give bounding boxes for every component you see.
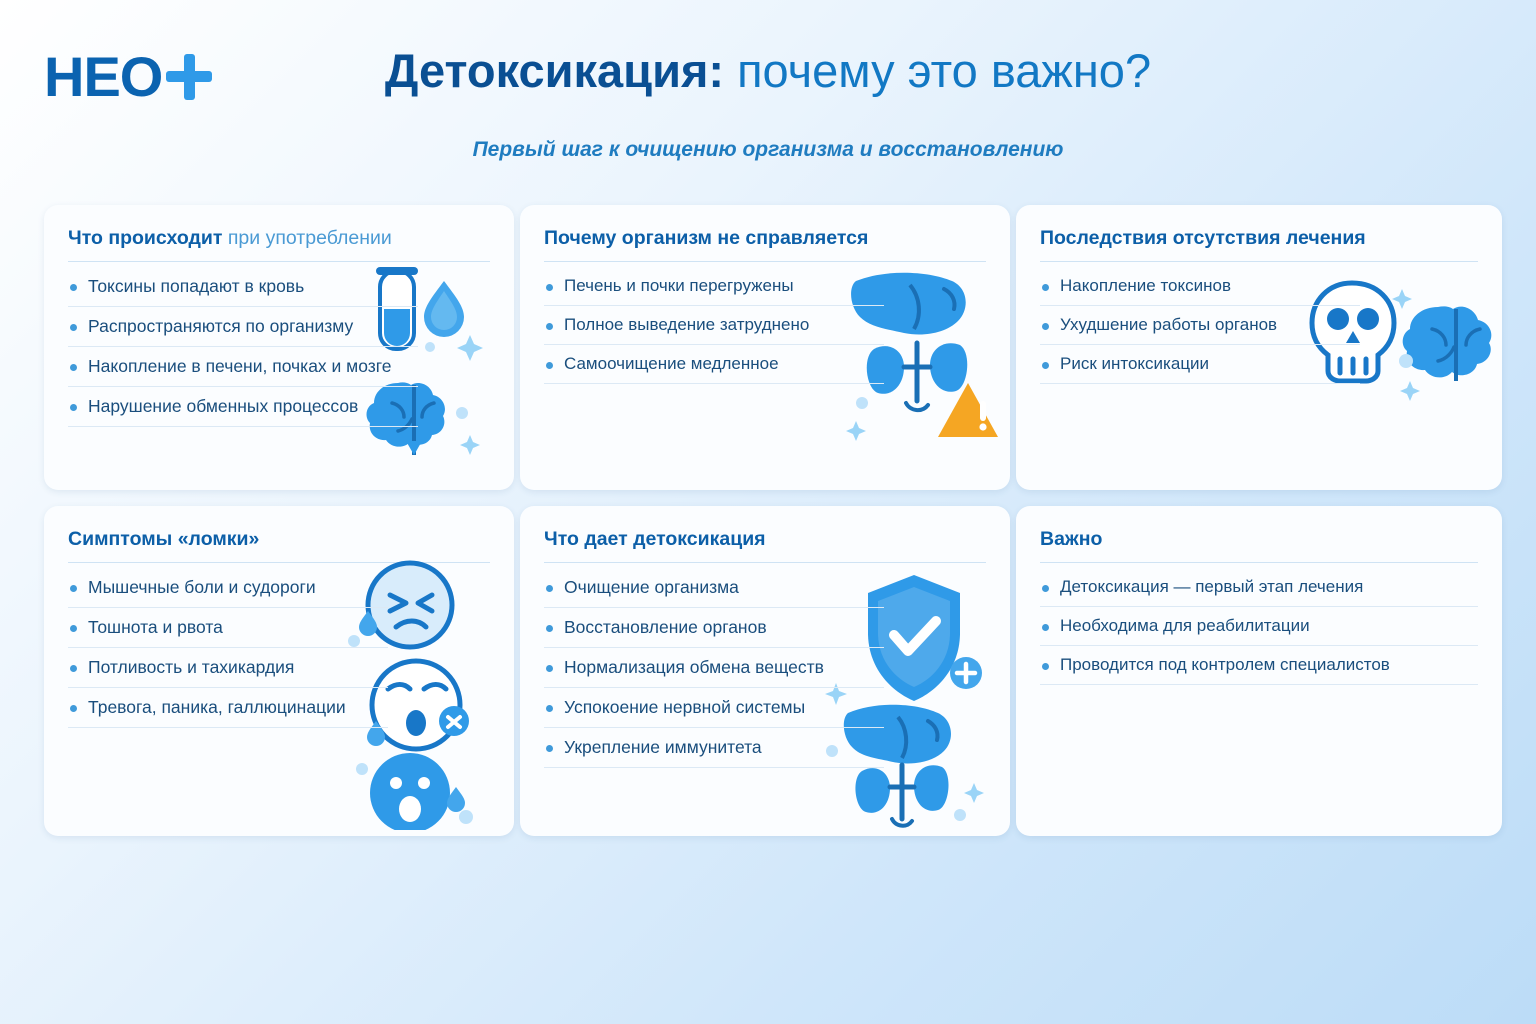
card-title-strong: Важно (1040, 528, 1103, 550)
list-item: Распространяются по организму (68, 316, 418, 347)
page-subtitle: Первый шаг к очищению организма и восстановлению (472, 138, 1064, 161)
list-item: Нарушение обменных процессов (68, 396, 418, 427)
card-title-strong: Симптомы «ломки» (68, 528, 260, 550)
list-item: Печень и почки перегружены (544, 276, 884, 306)
cards-grid (44, 205, 1494, 836)
list-item: Необходима для реабилитации (1040, 616, 1478, 646)
card-what-happens (44, 205, 514, 490)
card-title (68, 528, 490, 563)
page-title (0, 44, 1536, 98)
card-why-body-fails (520, 205, 1010, 490)
list-item: Ухудшение работы органов (1040, 315, 1360, 345)
list-item: Токсины попадают в кровь (68, 276, 418, 307)
list-item: Накопление токсинов (1040, 276, 1360, 306)
card-item-list (544, 276, 986, 384)
card-title-strong: Что происходит (68, 227, 223, 249)
card-title-muted: при употреблении (222, 227, 392, 249)
list-item: Нормализация обмена веществ (544, 657, 884, 688)
card-title-strong: Что дает детоксикация (544, 528, 766, 550)
list-item: Риск интоксикации (1040, 354, 1360, 384)
list-item: Проводится под контролем специалистов (1040, 655, 1478, 685)
card-title (544, 528, 986, 563)
list-item: Мышечные боли и судороги (68, 577, 388, 608)
header (0, 0, 1536, 186)
page-title-rest: почему это важно? (724, 44, 1152, 97)
card-detox-benefits (520, 506, 1010, 836)
list-item: Очищение организма (544, 577, 884, 608)
logo-wordmark: HEO (44, 45, 163, 108)
list-item: Восстановление органов (544, 617, 884, 648)
list-item: Потливость и тахикардия (68, 657, 388, 688)
card-important (1016, 506, 1502, 836)
card-item-list (68, 577, 490, 728)
card-title-strong: Последствия отсутствия лечения (1040, 227, 1366, 249)
card-title (68, 227, 490, 262)
card-title (544, 227, 986, 262)
card-item-list (544, 577, 986, 768)
page-title-strong: Детоксикация: (384, 44, 725, 97)
list-item: Тошнота и рвота (68, 617, 388, 648)
card-item-list (1040, 276, 1478, 384)
list-item: Укрепление иммунитета (544, 737, 884, 768)
list-item: Самоочищение медленное (544, 354, 884, 384)
list-item: Тревога, паника, галлюцинации (68, 697, 388, 728)
list-item: Успокоение нервной системы (544, 697, 884, 728)
card-title (1040, 528, 1478, 563)
card-withdrawal-symptoms (44, 506, 514, 836)
list-item: Детоксикация — первый этап лечения (1040, 577, 1478, 607)
card-consequences (1016, 205, 1502, 490)
card-item-list (1040, 577, 1478, 685)
list-item: Полное выведение затруднено (544, 315, 884, 345)
card-title (1040, 227, 1478, 262)
card-item-list (68, 276, 490, 427)
list-item: Накопление в печени, почках и мозге (68, 356, 418, 387)
card-title-strong: Почему организм не справляется (544, 227, 869, 249)
